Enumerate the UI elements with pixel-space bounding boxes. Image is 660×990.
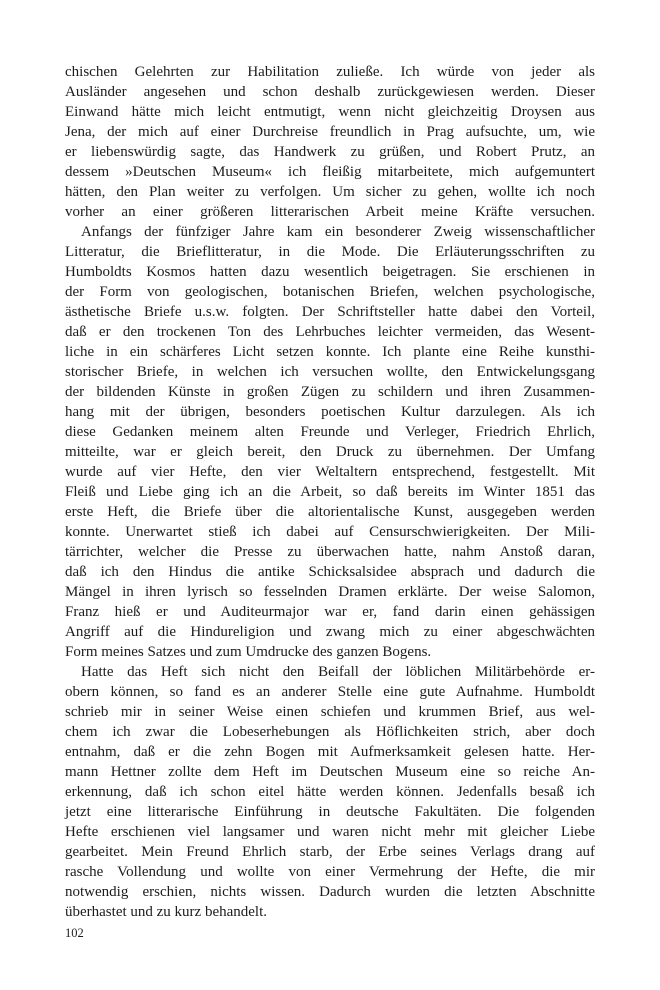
text-line: wurde auf vier Hefte, den vier Weltaltern entsprechend, festgestellt. Mit	[65, 464, 595, 480]
text-line: hätten, den Plan weiter zu verfolgen. Um sicher zu gehen, wollte ich noch	[65, 184, 595, 200]
text-line: vorher an einer größeren litterarischen Arbeit meine Kräfte versuchen.	[65, 204, 595, 220]
text-line: Ausländer angesehen und schon deshalb zurückgewiesen werden. Dieser	[65, 84, 595, 100]
text-line: Humboldts Kosmos hatten dazu wesentlich beigetragen. Sie erschienen in	[65, 264, 595, 280]
page-number: 102	[65, 926, 84, 940]
text-line: mann Hettner zollte dem Heft im Deutschen Museum eine so reiche An-	[65, 764, 595, 780]
text-line: daß er den trockenen Ton des Lehrbuches leichter vermeiden, das Wesent-	[65, 324, 595, 340]
text-line: Jena, der mich auf einer Durchreise freundlich in Prag aufsuchte, um, wie	[65, 124, 595, 140]
text-line: chischen Gelehrten zur Habilitation zuließe. Ich würde von jeder als	[65, 64, 595, 80]
text-line: dessem »Deutschen Museum« ich fleißig mitarbeitete, mich aufgemuntert	[65, 164, 595, 180]
text-line: Mängel in ihren lyrisch so fesselnden Dramen erklärte. Der weise Salomon,	[65, 584, 595, 600]
text-line: der bildenden Künste in großen Zügen zu schildern und ihren Zusammen-	[65, 384, 595, 400]
text-line: tärrichter, welcher die Presse zu überwachen hatte, nahm Anstoß daran,	[65, 544, 595, 560]
text-line: obern können, so fand es an anderer Stelle eine gute Aufnahme. Humboldt	[65, 684, 595, 700]
text-line: erste Heft, die Briefe über die altorientalische Kunst, ausgegeben werden	[65, 504, 595, 520]
text-line: erkennung, daß ich schon eitel hätte werden können. Jedenfalls besaß ich	[65, 784, 595, 800]
text-line: Litteratur, die Brieflitteratur, in die Mode. Die Erläuterungsschriften zu	[65, 244, 595, 260]
text-line: Hatte das Heft sich nicht den Beifall der löblichen Militärbehörde er-	[81, 664, 595, 680]
text-line: notwendig erschien, nichts wissen. Dadurch wurden die letzten Abschnitte	[65, 884, 595, 900]
text-line: überhastet und zu kurz behandelt.	[65, 904, 268, 920]
text-line: Einwand hätte mich leicht entmutigt, wenn nicht gleichzeitig Droysen aus	[65, 104, 595, 120]
text-line: Franz hieß er und Auditeurmajor war er, fand darin einen gehässigen	[65, 604, 595, 620]
text-line: Form meines Satzes und zum Umdrucke des ganzen Bogens.	[65, 644, 432, 660]
text-line: Angriff auf die Hindureligion und zwang mich zu einer abgeschwächten	[65, 624, 595, 640]
text-line: er liebenswürdig sagte, das Handwerk zu grüßen, und Robert Prutz, an	[65, 144, 595, 160]
text-line: hang mit der übrigen, besonders poetischen Kultur darzulegen. Als ich	[65, 404, 595, 420]
text-line: diese Gedanken meinem alten Freunde und Verleger, Friedrich Ehrlich,	[65, 424, 595, 440]
text-line: rasche Vollendung und wollte von einer Vermehrung der Hefte, die mir	[65, 864, 595, 880]
paragraph	[65, 662, 595, 922]
text-line: liche in ein schärferes Licht setzen konnte. Ich plante eine Reihe kunsthi-	[65, 344, 595, 360]
text-line: daß ich den Hindus die antike Schicksalsidee absprach und dadurch die	[65, 564, 595, 580]
text-line: gearbeitet. Mein Freund Ehrlich starb, der Erbe seines Verlags drang auf	[65, 844, 595, 860]
text-line: chem ich zwar die Lobeserhebungen als Höflichkeiten strich, aber doch	[65, 724, 595, 740]
text-line: jetzt eine litterarische Einführung in deutsche Fakultäten. Die folgenden	[65, 804, 595, 820]
text-line: der Form von geologischen, botanischen Briefen, welchen psychologische,	[65, 284, 595, 300]
text-line: storischer Briefe, in welchen ich versuchen wollte, den Entwickelungsgang	[65, 364, 595, 380]
text-line: Anfangs der fünfziger Jahre kam ein besonderer Zweig wissenschaftlicher	[81, 224, 595, 240]
text-line: Hefte erschienen viel langsamer und waren nicht mehr mit gleicher Liebe	[65, 824, 595, 840]
text-line: konnte. Unerwartet stieß ich dabei auf Censurschwierigkeiten. Der Mili-	[65, 524, 595, 540]
text-line: entnahm, daß er die zehn Bogen mit Aufmerksamkeit gelesen hatte. Her-	[65, 744, 595, 760]
text-line: schrieb mir in seiner Weise einen schiefen und krummen Brief, aus wel-	[65, 704, 595, 720]
paragraph	[65, 62, 595, 222]
text-line: ästhetische Briefe u.s.w. folgten. Der Schriftsteller hatte dabei den Vorteil,	[65, 304, 595, 320]
page-text	[65, 62, 595, 922]
text-line: Fleiß und Liebe ging ich an die Arbeit, so daß bereits im Winter 1851 das	[65, 484, 595, 500]
text-line: mitteilte, war er gleich bereit, den Druck zu übernehmen. Der Umfang	[65, 444, 595, 460]
paragraph	[65, 222, 595, 662]
